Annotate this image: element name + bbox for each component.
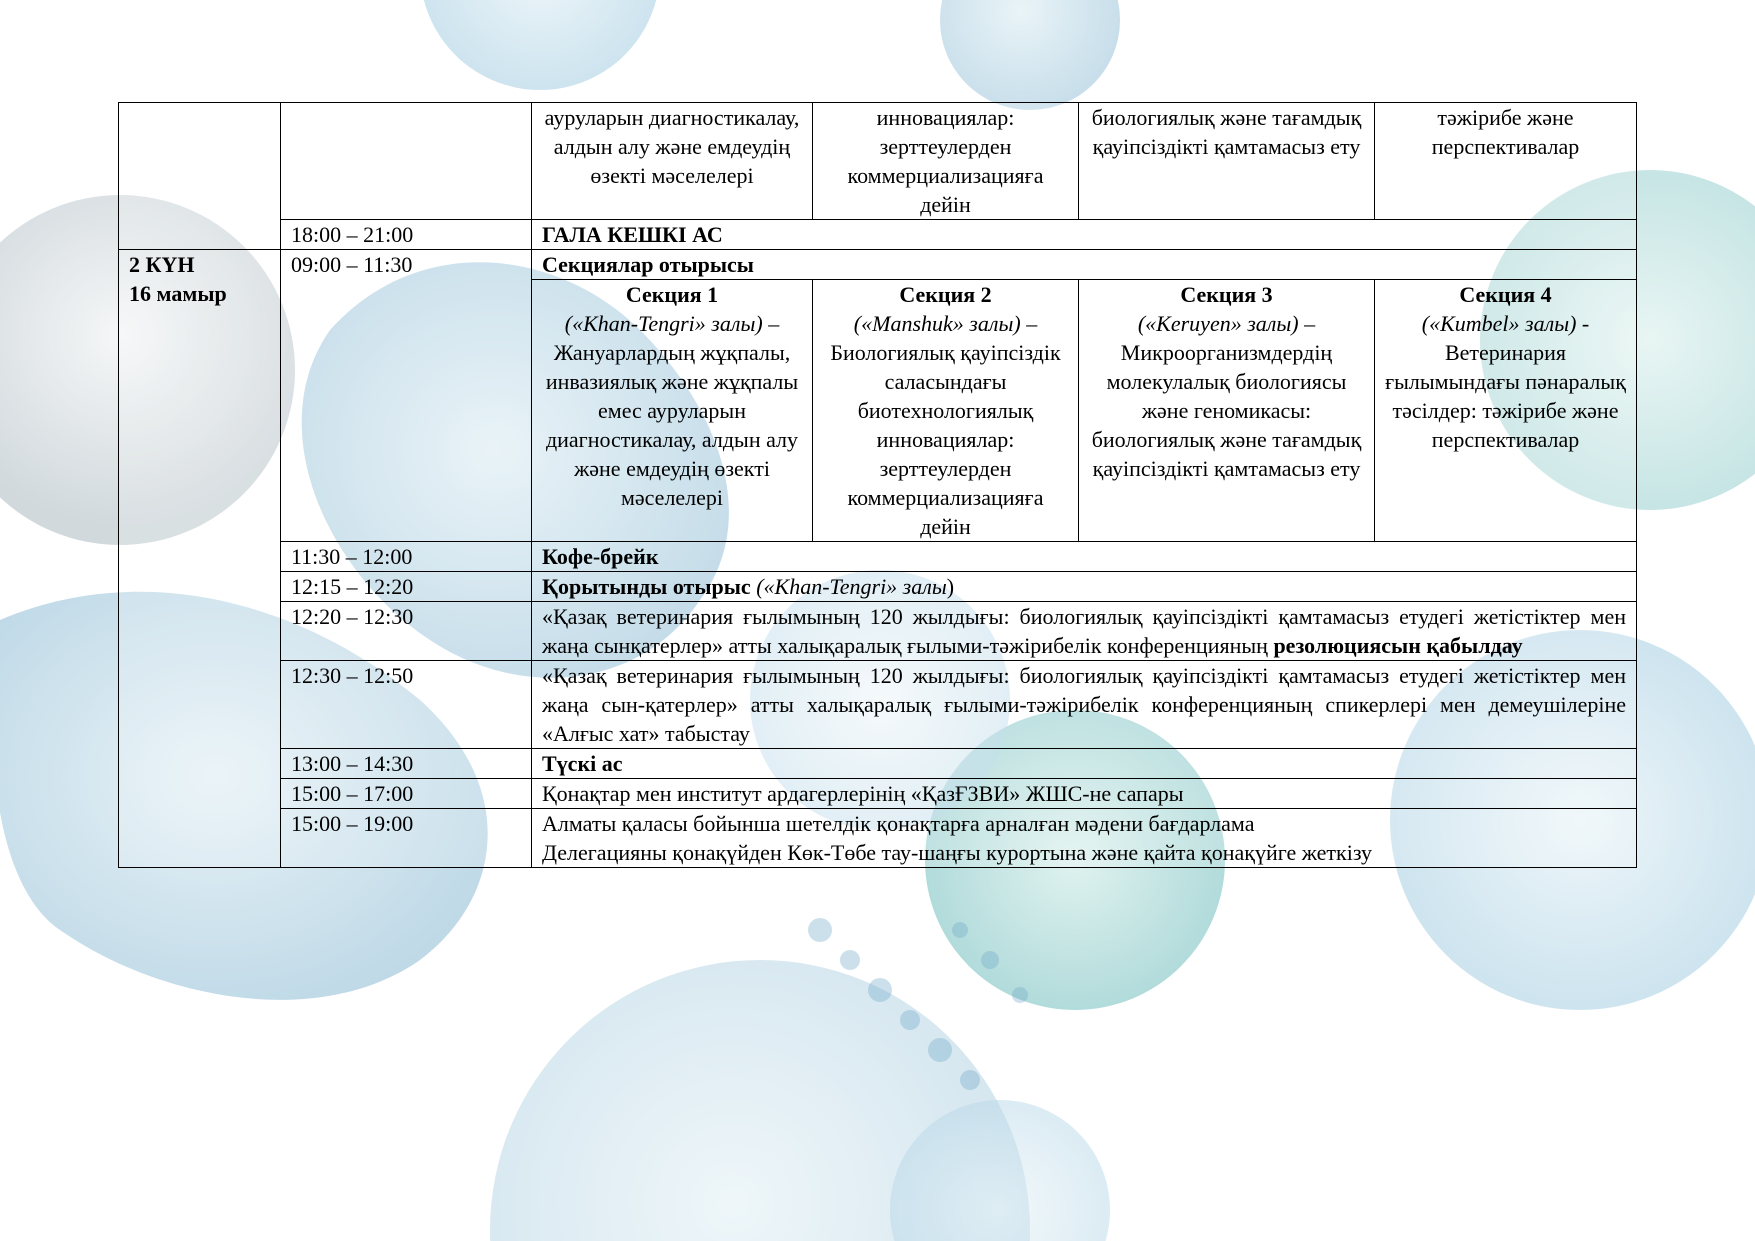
section-topic: Микроорганизмдердің молекулалық биологиясы және геномикасы: биологиялық және тағамдық қауіпсіздікті қамтамасыз ету [1091,340,1362,481]
culture-cell [532,809,1637,868]
section-topic: Жануарлардың жұқпалы, инвазиялық және жұқпалы емес ауруларын диагностикалау, алдын алу және емдеудің өзекті мәселелері [545,340,799,510]
table-row [119,250,1637,280]
resolution-bold: резолюциясын қабылдау [1273,633,1523,658]
time-cell [281,103,532,220]
table-row [119,809,1637,868]
gala-time: 18:00 – 21:00 [281,220,532,250]
resolution-text: «Қазақ ветеринария ғылымының 120 жылдығы: биологиялық қауіпсіздікті қамтамасыз етудегі жетістіктер мен жаңа сынқатерлер» атты халықаралық ғылыми-тәжірибелік конференцияның [542,604,1626,658]
day2-date: 16 мамыр [129,281,227,306]
table-row [119,661,1637,749]
section-topic: Ветеринария ғылымындағы пәнаралық тәсілдер: тәжірибе және перспективалар [1385,340,1626,452]
resolution-time: 12:20 – 12:30 [281,602,532,661]
coffee-time: 11:30 – 12:00 [281,542,532,572]
section-hall: («Manshuk» залы) [853,311,1021,336]
section-3-continuation: биологиялық және тағамдық қауіпсіздікті қамтамасыз ету [1079,103,1375,220]
section-title: Секция 2 [899,282,992,307]
sections-header: Секциялар отырысы [532,250,1637,280]
table-row [119,103,1637,220]
resolution-cell [532,602,1637,661]
closing-hall: («Khan-Tengri» залы [756,574,947,599]
section-title: Секция 4 [1459,282,1552,307]
section-hall: («Kumbel» залы) [1421,311,1577,336]
sections-time: 09:00 – 11:30 [281,250,532,542]
table-row [119,602,1637,661]
gala-title: ГАЛА КЕШКІ АС [532,220,1637,250]
section-topic: Биологиялық қауіпсіздік саласындағы биотехнологиялық инновациялар: зерттеулерден коммерциализацияға дейін [830,340,1061,539]
section-dash: – [1020,311,1038,336]
section-4-cell [1375,280,1637,542]
awards-time: 12:30 – 12:50 [281,661,532,749]
program-table [118,102,1637,868]
table-row [119,779,1637,809]
closing-text: Қорытынды отырыс [542,574,751,599]
section-dash: - [1576,311,1590,336]
visit-time: 15:00 – 17:00 [281,779,532,809]
table-row [119,542,1637,572]
closing-time: 12:15 – 12:20 [281,572,532,602]
day2-label: 2 КҮН [129,252,195,277]
table-row [119,749,1637,779]
section-2-continuation: инновациялар: зерттеулерден коммерциализацияға дейін [813,103,1079,220]
section-2-cell [813,280,1079,542]
closing-paren: ) [946,574,955,599]
section-title: Секция 1 [625,282,719,307]
section-4-continuation: тәжірибе және перспективалар [1375,103,1637,220]
section-1-cell [532,280,813,542]
section-hall: («Khan-Tengri» залы) [564,311,763,336]
lunch-text: Түскі ас [532,749,1637,779]
lunch-time: 13:00 – 14:30 [281,749,532,779]
day1-cell [119,103,281,250]
day2-cell [119,250,281,868]
culture-line-1: Алматы қаласы бойынша шетелдік қонақтарға арналған мәдени бағдарлама [542,811,1255,836]
culture-line-2: Делегацияны қонақүйден Көк-Төбе тау-шаңғы курортына және қайта қонақүйге жеткізу [542,840,1373,865]
section-dash: – [1298,311,1316,336]
section-hall: («Keruyen» залы) [1137,311,1299,336]
section-title: Секция 3 [1180,282,1273,307]
table-row [119,572,1637,602]
section-dash: – [762,311,780,336]
culture-time: 15:00 – 19:00 [281,809,532,868]
coffee-text: Кофе-брейк [532,542,1637,572]
section-1-continuation: ауруларын диагностикалау, алдын алу және емдеудің өзекті мәселелері [532,103,813,220]
awards-text: «Қазақ ветеринария ғылымының 120 жылдығы: биологиялық қауіпсіздікті қамтамасыз етудегі жетістіктер мен жаңа сын-қатерлер» атты халықаралық ғылыми-тәжірибелік конференцияның спикерлері мен демеушілеріне «Алғыс хат» табыстау [532,661,1637,749]
visit-text: Қонақтар мен институт ардагерлерінің «ҚазҒЗВИ» ЖШС-не сапары [532,779,1637,809]
section-3-cell [1079,280,1375,542]
table-row [119,220,1637,250]
closing-cell [532,572,1637,602]
